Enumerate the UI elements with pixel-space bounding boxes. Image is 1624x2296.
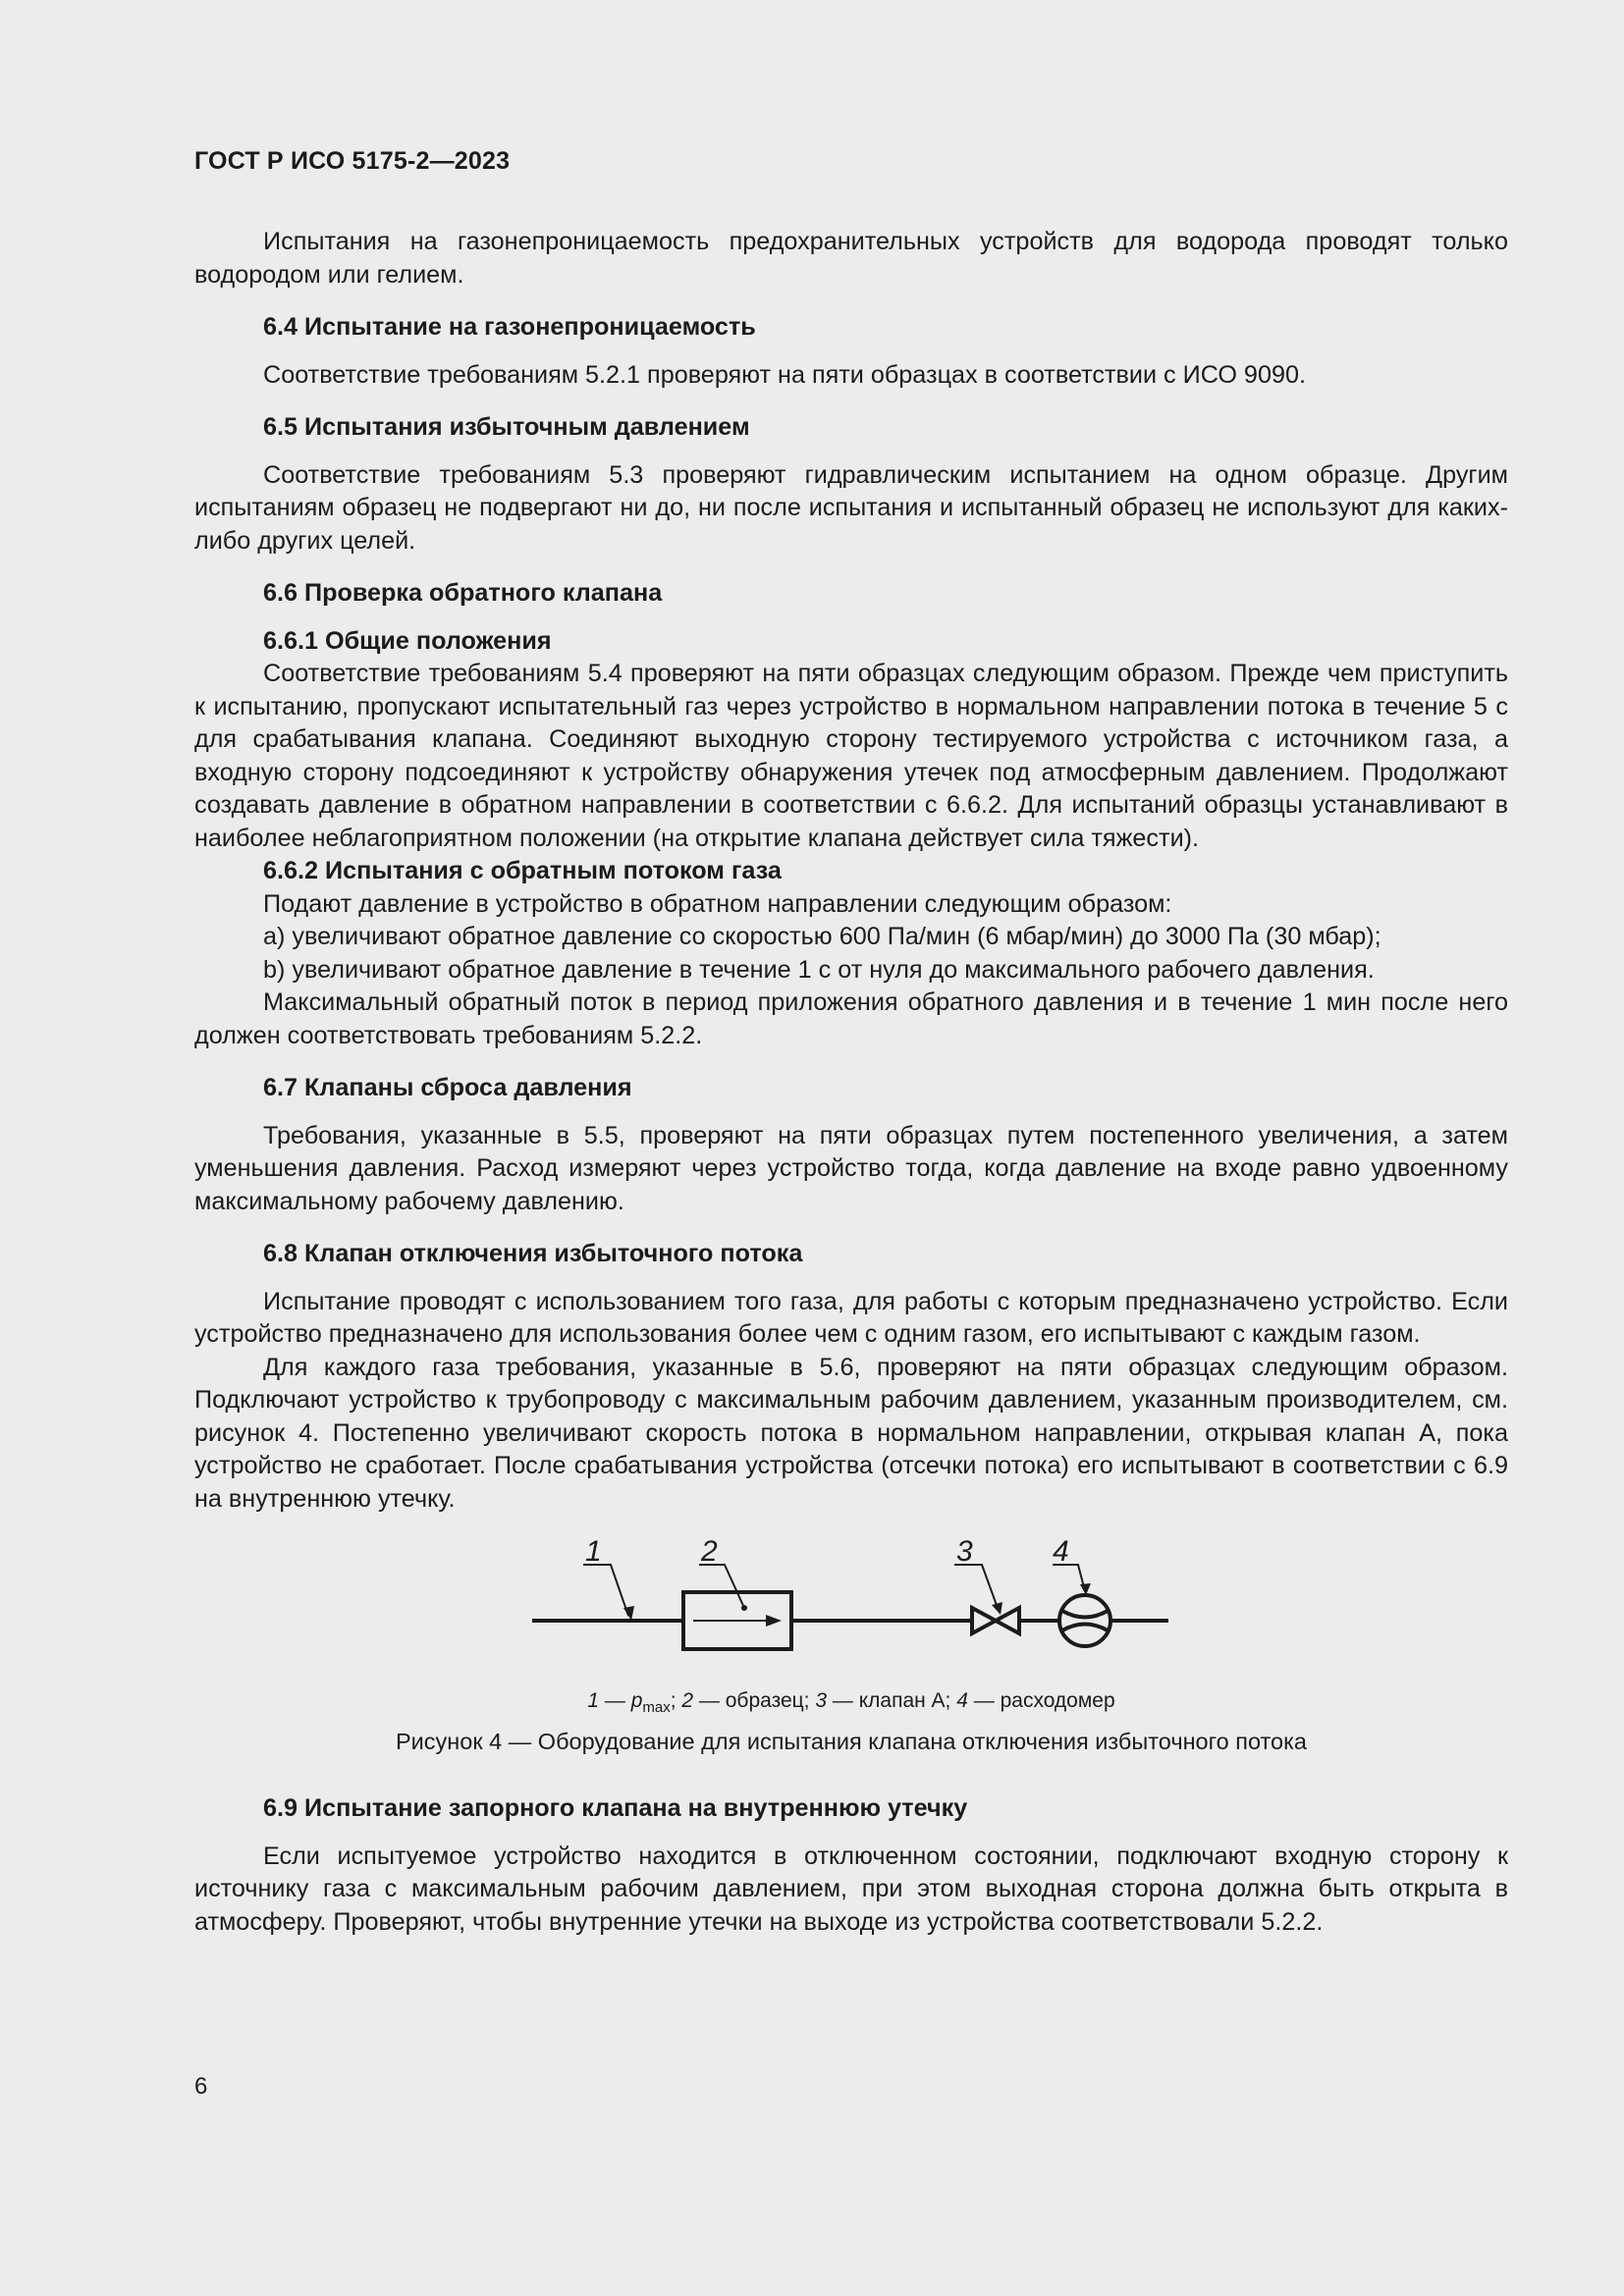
leader-line-3 — [954, 1565, 998, 1608]
leader-dot-2 — [741, 1605, 747, 1611]
section-6-4-heading: 6.4 Испытание на газонепроницаемость — [263, 313, 756, 341]
legend-p-subscript: max — [642, 1699, 671, 1717]
flowmeter-symbol — [1059, 1595, 1110, 1646]
callout-4: 4 — [1053, 1535, 1069, 1568]
section-6-8-paragraph-2: Для каждого газа требования, указанные в 5.6, проверяют на пяти образцах следующим образом. Подключают устройство к трубопроводу с максимальным рабочим давлением, указанным производителем, см. рисунок 4. Постепенно увеличивают скорость потока в нормальном направлении, открывая клапан А, пока устройство не сработает. После срабатывания устройства (отсечки потока) его испытывают в соответствии с 6.9 на внутреннюю утечку. — [194, 1353, 1508, 1513]
section-6-6-2-paragraph-2: Максимальный обратный поток в период приложения обратного давления и в течение 1 мин после него должен соответствовать требованиям 5.2.2. — [194, 988, 1508, 1049]
list-item-b: b) увеличивают обратное давление в течение 1 с от нуля до максимального рабочего давления. — [263, 955, 1375, 984]
leader-line-2 — [699, 1565, 744, 1608]
section-6-9-heading: 6.9 Испытание запорного клапана на внутреннюю утечку — [263, 1794, 968, 1822]
callout-2: 2 — [701, 1535, 718, 1568]
legend-num-1: 1 — [587, 1689, 600, 1712]
document-header: ГОСТ Р ИСО 5175-2—2023 — [194, 147, 511, 175]
legend-text-3: — клапан А; — [827, 1689, 957, 1712]
intro-paragraph: Испытания на газонепроницаемость предохранительных устройств для водорода проводят только водородом или гелием. — [194, 228, 1508, 289]
callout-3: 3 — [956, 1535, 973, 1568]
document-body — [194, 226, 1508, 1939]
leader-line-4 — [1053, 1565, 1085, 1591]
list-item-a: a) увеличивают обратное давление со скоростью 600 Па/мин (6 мбар/мин) до 3000 Па (30 мбар); — [263, 923, 1381, 950]
figure-4-caption: Рисунок 4 — Оборудование для испытания клапана отключения избыточного потока — [396, 1729, 1307, 1754]
figure-4-diagram — [194, 1529, 1508, 1686]
section-6-4-paragraph: Соответствие требованиям 5.2.1 проверяют на пяти образцах в соответствии с ИСО 9090. — [263, 360, 1306, 389]
callout-1: 1 — [585, 1535, 602, 1568]
section-6-6-heading: 6.6 Проверка обратного клапана — [263, 579, 663, 607]
legend-p: p — [630, 1689, 643, 1712]
section-6-6-1-paragraph: Соответствие требованиям 5.4 проверяют на пяти образцах следующим образом. Прежде чем приступить к испытанию, пропускают испытательный газ через устройство в нормальном направлении потока в течение 5 с для срабатывания клапана. Соединяют выходную сторону тестируемого устройства с источником газа, а входную сторону подсоединяют к устройству обнаружения утечек под атмосферным давлением. Продолжают создавать давление в обратном направлении в соответствии с 6.6.2. Для испытаний образцы устанавливают в наиболее неблагоприятном положении (на открытие клапана действует сила тяжести). — [194, 660, 1508, 852]
leader-arrowhead-3 — [992, 1602, 1002, 1615]
section-6-7-paragraph: Требования, указанные в 5.5, проверяют на пяти образцах путем постепенного увеличения, а затем уменьшения давления. Расход измеряют через устройство тогда, когда давление на входе равно удвоенному максимальному рабочему давлению. — [194, 1121, 1508, 1215]
legend-text-4: — расходомер — [967, 1689, 1115, 1712]
section-6-6-2-heading: 6.6.2 Испытания с обратным потоком газа — [263, 857, 782, 884]
section-6-6-2-paragraph: Подают давление в устройство в обратном направлении следующим образом: — [263, 889, 1172, 918]
section-6-7-heading: 6.7 Клапаны сброса давления — [263, 1074, 632, 1101]
leader-arrowhead-4 — [1080, 1583, 1091, 1595]
section-6-6-1-heading: 6.6.1 Общие положения — [263, 626, 552, 655]
legend-num-2: 2 — [681, 1689, 694, 1712]
legend-num-4: 4 — [956, 1689, 968, 1712]
legend-text-2: — образец; — [693, 1689, 816, 1712]
section-6-8-paragraph-1: Испытание проводят с использованием того газа, для работы с которым предназначено устройство. Если устройство предназначено для использования более чем с одним газом, его испытывают с каждым газом. — [194, 1287, 1508, 1348]
figure-4-legend: 1 — $p_{max}$; 2 — образец; 3 — клапан А; 4 — расходомер — [587, 1689, 1115, 1717]
flowmeter-upper-arc — [1062, 1611, 1108, 1618]
figure-4 — [194, 1529, 1508, 1771]
leader-arrowhead-1 — [623, 1606, 634, 1621]
page-number: 6 — [194, 2073, 208, 2100]
section-6-5-heading: 6.5 Испытания избыточным давлением — [263, 413, 750, 441]
section-6-8-heading: 6.8 Клапан отключения избыточного потока — [263, 1240, 803, 1267]
flow-arrow-head — [766, 1615, 782, 1627]
legend-num-3: 3 — [815, 1689, 828, 1712]
section-6-5-paragraph: Соответствие требованиям 5.3 проверяют гидравлическим испытанием на одном образце. Другим испытаниям образец не подвергают ни до, ни после испытания и испытанный образец не используют для каких-либо других целей. — [194, 460, 1508, 555]
valve-a-symbol — [972, 1608, 1019, 1633]
leader-line-1 — [583, 1565, 628, 1616]
section-6-9-paragraph: Если испытуемое устройство находится в отключенном состоянии, подключают входную сторону к источнику газа с максимальным рабочим давлением, при этом выходная сторона должна быть открыта в атмосферу. Проверяют, чтобы внутренние утечки на выходе из устройства соответствовали 5.2.2. — [194, 1842, 1508, 1936]
flowmeter-lower-arc — [1062, 1625, 1108, 1631]
